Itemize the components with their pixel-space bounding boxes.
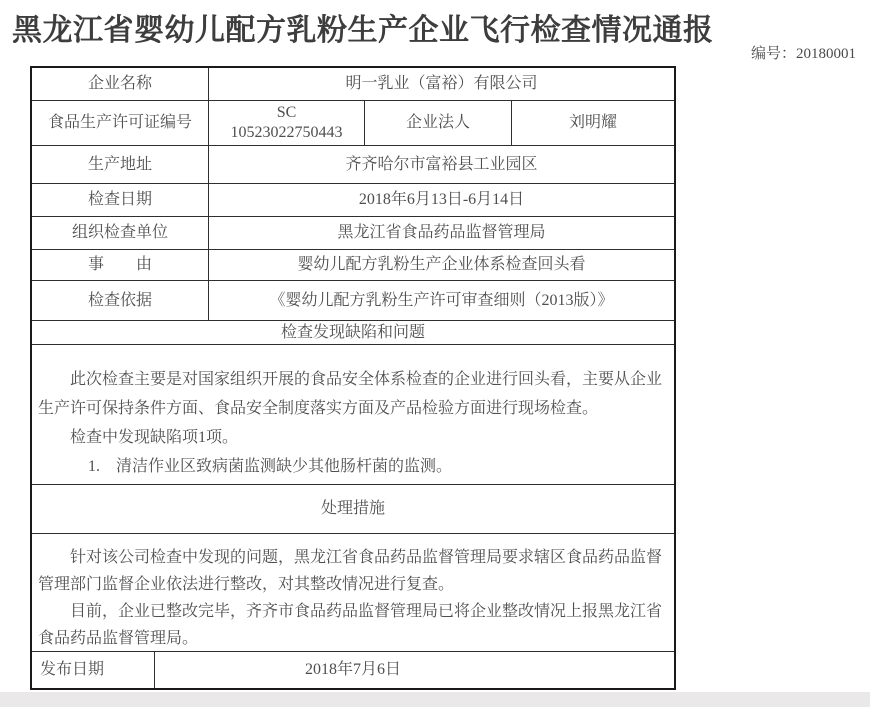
defect-line: 生产许可保持条件方面、食品安全制度落实方面及产品检验方面进行现场检查。 xyxy=(38,400,599,417)
defects-content-row xyxy=(32,345,674,485)
organizer-value: 黑龙江省食品药品监督管理局 xyxy=(337,224,546,242)
reason-value: 婴幼儿配方乳粉生产企业体系检查回头看 xyxy=(297,256,586,274)
license-number-value xyxy=(209,101,365,145)
reason-label: 事 由 xyxy=(32,250,209,280)
measure-line: 针对该公司检查中发现的问题，黑龙江省食品药品监督管理局要求辖区食品药品监督 xyxy=(70,549,663,566)
organizer-label: 组织检查单位 xyxy=(32,217,209,249)
license-number-line1: SC xyxy=(276,104,297,121)
table-row-basis xyxy=(32,281,674,321)
inspection-basis-value: 《婴幼儿配方乳粉生产许可审查细则（2013版）》 xyxy=(269,291,614,309)
table-row-inspection-date xyxy=(32,184,674,217)
measures-section-header-row xyxy=(32,485,674,534)
table-row-publish-date xyxy=(32,652,674,688)
measures-content xyxy=(32,534,674,651)
doc-number: 编号：20180001 xyxy=(750,46,856,62)
defects-content xyxy=(32,345,674,484)
production-address-label: 生产地址 xyxy=(32,146,209,183)
publish-date-label: 发布日期 xyxy=(32,652,155,688)
defect-line: 检查中发现缺陷项1项。 xyxy=(70,429,239,446)
table-row-organizer xyxy=(32,217,674,250)
legal-person-value: 刘明耀 xyxy=(568,114,617,132)
page-bottom-margin xyxy=(0,692,870,707)
production-address-value: 齐齐哈尔市富裕县工业园区 xyxy=(345,155,538,173)
inspection-basis-label: 检查依据 xyxy=(32,281,209,320)
defect-line: 1. 清洁作业区致病菌监测缺少其他肠杆菌的监测。 xyxy=(88,458,453,475)
company-name-value: 明一乳业（富裕）有限公司 xyxy=(345,75,538,93)
defects-section-header-row xyxy=(32,321,674,345)
measure-line: 管理部门监督企业依法进行整改，对其整改情况进行复查。 xyxy=(38,576,455,593)
company-name-label: 企业名称 xyxy=(32,68,209,100)
page-title: 黑龙江省婴幼儿配方乳粉生产企业飞行检查情况通报 xyxy=(12,14,714,47)
inspection-date-value: 2018年6月13日-6月14日 xyxy=(358,191,525,209)
measure-line: 目前，企业已整改完毕，齐齐市食品药品监督管理局已将企业整改情况上报黑龙江省 xyxy=(70,603,663,620)
legal-person-label: 企业法人 xyxy=(365,101,512,145)
table-row-address xyxy=(32,146,674,184)
license-number-line2: 10523022750443 xyxy=(230,124,343,141)
defects-section-header: 检查发现缺陷和问题 xyxy=(280,323,425,341)
measure-line: 食品药品监督管理局。 xyxy=(38,630,199,647)
inspection-report-table xyxy=(30,66,676,690)
table-row-reason xyxy=(32,250,674,281)
publish-date-value: 2018年7月6日 xyxy=(304,661,401,679)
license-number-label: 食品生产许可证编号 xyxy=(32,101,209,145)
table-row-license xyxy=(32,101,674,146)
measures-content-row xyxy=(32,534,674,652)
inspection-date-label: 检查日期 xyxy=(32,184,209,216)
table-row-company xyxy=(32,68,674,101)
defect-line: 此次检查主要是对国家组织开展的食品安全体系检查的企业进行回头看，主要从企业 xyxy=(70,371,663,388)
measures-section-header: 处理措施 xyxy=(320,500,385,518)
